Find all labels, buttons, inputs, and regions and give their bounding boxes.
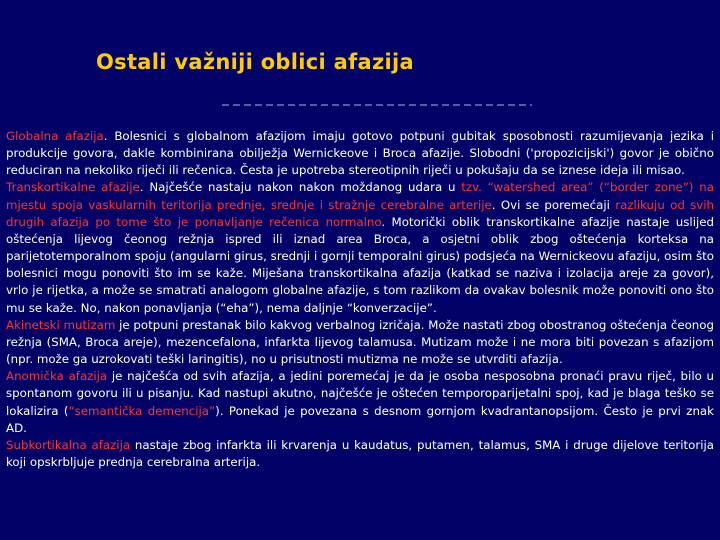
body-text: je potpuni prestanak bilo kakvog verbalnog izričaja. Može nastati zbog obostranog oštećenja čeonog režnja (SMA, Broca areje), mezencefalona, infarkta lijevog talamusa. Mutizam može i ne mora biti povezan s afazijom (npr. može ga uzrokovati teški laringitis), no u prisutnosti mutizma ne može se utvrditi afazija.: [6, 317, 714, 367]
body-text: nastaje zbog infarkta ili krvarenja u kaudatus, putamen, talamus, SMA i druge dijelove teritorija koji opskrbljuje prednja cerebralna arterija.: [6, 437, 714, 469]
highlighted-text: Globalna afazija: [6, 129, 104, 143]
title-divider: [222, 104, 532, 106]
body-text: . Bolesnici s globalnom afazijom imaju gotovo potpuni gubitak sposobnosti razumijevanja jezika i produkcije govora, dakle kombinirana obilježja Wernickeove i Broca afazije. Slobodni ('propozicijski') govor je obično reduciran na nekoliko riječi ili rečenica. Česta je upotreba stereotipnih riječi u pokušaju da se iznese ideja ili misao.: [6, 129, 714, 178]
highlighted-text: Subkortikalna afazija: [6, 437, 131, 452]
paragraph: [6, 317, 714, 368]
highlighted-text: razlikuju od svih drugih afazija po tome što je ponavljanje rečenica normalno: [6, 197, 714, 229]
highlighted-text: tzv. “watershed area” (“border zone”) na mjestu spoja vaskularnih teritorija prednje, srednje i stražnje cerebralne arterije: [6, 180, 714, 212]
slide-body: [6, 128, 714, 471]
highlighted-text: “semantička demencija”: [68, 403, 216, 418]
body-text: . Najčešće nastaju nakon nakon moždanog udara u: [139, 180, 462, 195]
highlighted-text: Akinetski mutizam: [6, 317, 116, 332]
paragraph: [6, 128, 714, 179]
paragraph: [6, 179, 714, 316]
body-text: ). Ponekad je povezana s desnom gornjom kvadrantanopsijom. Često je prvi znak AD.: [6, 403, 714, 435]
body-text: . Motorički oblik transkortikalne afazije nastaje uslijed oštećenja lijevog čeonog režnja ispred ili iznad area Broca, a osjetni oblik zbog oštećenja korteksa na parijetotemporalnom spoju (angularni girus, srednji i gornji temporalni girus) podsjeća na Wernickeovu afaziju, osim što bolesnici mogu ponoviti što im se kaže. Miješana transkortikalna afazija (katkad se naziva i izolacija areje za govor), vrlo je rijetka, a može se smatrati analogom globalne afazije, s tom razlikom da ovakav bolesnik može ponoviti ono što mu se kaže. No, nakon ponavljanja (“eha”), nema daljnje “konverzacije”.: [6, 214, 714, 315]
body-text: je najčešća od svih afazija, a jedini poremećaj je da je osoba nesposobna pronaći pravu riječ, bilo u spontanom govoru ili u pisanju. Kad nastupi akutno, najčešće je oštećen temporoparijetalni spoj, kad je blaga teško se lokalizira (: [6, 369, 714, 418]
slide-title: Ostali važniji oblici afazija: [96, 50, 414, 74]
paragraph: [6, 368, 714, 437]
paragraph: [6, 437, 714, 471]
highlighted-text: Transkortikalne afazije: [6, 180, 140, 195]
body-text: . Ovi se poremećaji: [491, 197, 616, 212]
highlighted-text: Anomička afazija: [6, 369, 108, 384]
